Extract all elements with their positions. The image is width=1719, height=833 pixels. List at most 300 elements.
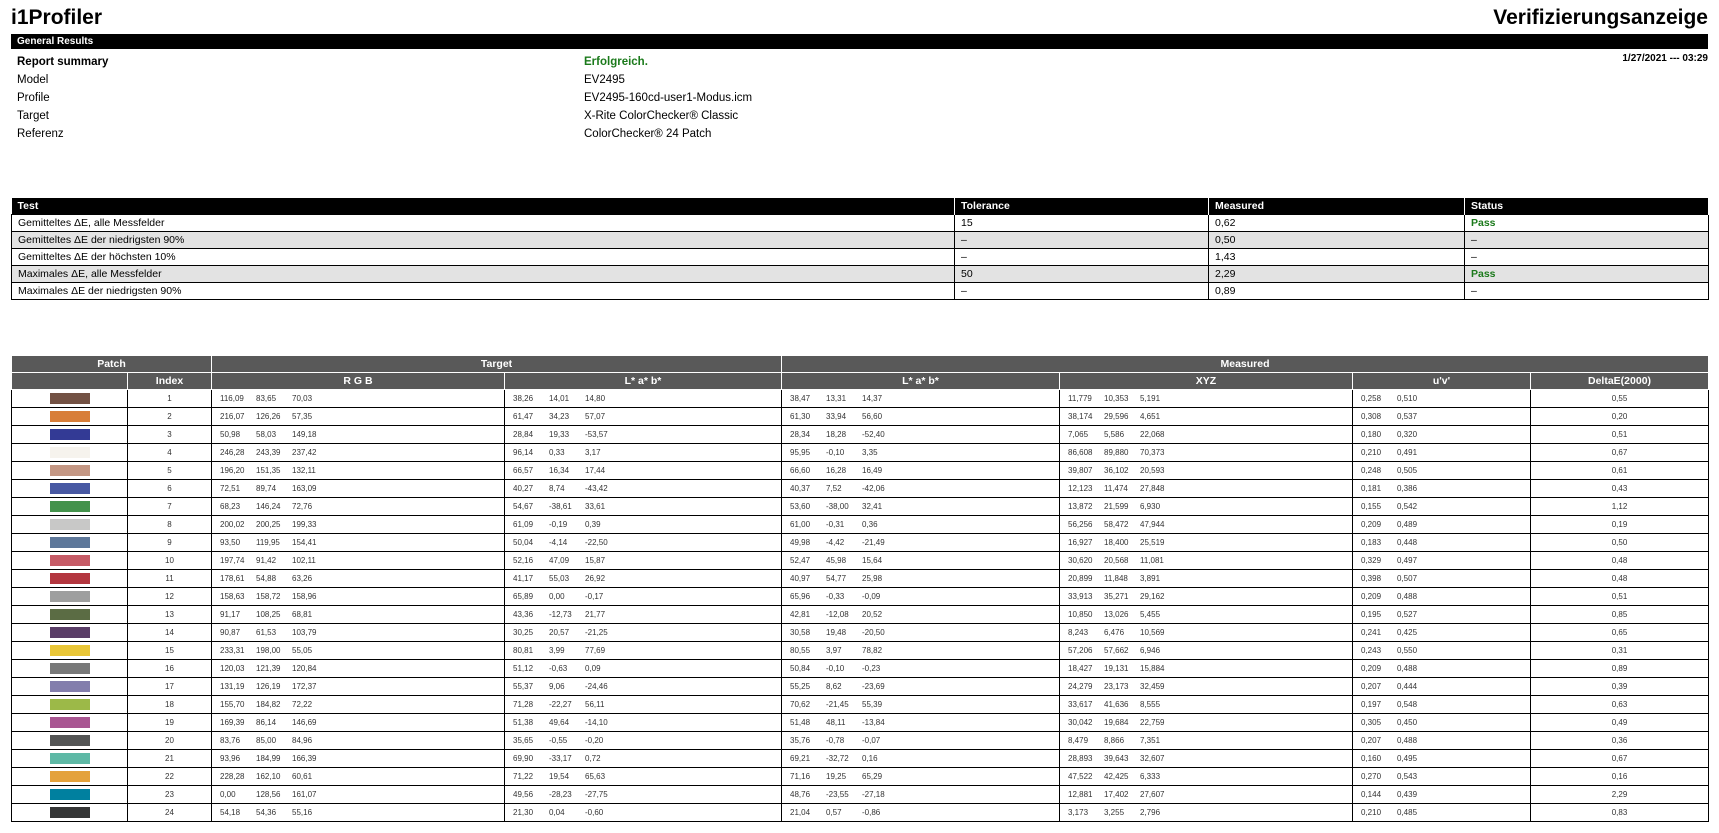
- measured-xyz-value: 25,519: [1140, 538, 1165, 547]
- target-lab-value: 55,37: [513, 682, 534, 691]
- patch-index: 10: [128, 552, 212, 570]
- patch-row: [12, 642, 1709, 660]
- target-lab: [505, 678, 782, 696]
- patch-swatch-cell: [12, 390, 128, 408]
- target-rgb-value: 54,18: [220, 808, 241, 817]
- target-rgb-value: 132,11: [292, 466, 316, 475]
- measured-uv-value: 0,210: [1361, 448, 1382, 457]
- target-lab-value: 28,84: [513, 430, 534, 439]
- target-lab-value: 16,34: [549, 466, 570, 475]
- test-name: Maximales ΔE der niedrigsten 90%: [12, 283, 955, 300]
- measured-xyz: [1060, 678, 1353, 696]
- target-lab-value: 71,28: [513, 700, 534, 709]
- measured-lab-value: 0,36: [862, 520, 878, 529]
- summary-value: EV2495-160cd-user1-Modus.icm: [584, 92, 753, 104]
- target-lab-value: 14,80: [585, 394, 606, 403]
- target-rgb-value: 83,65: [256, 394, 277, 403]
- test-name: Gemitteltes ΔE der niedrigsten 90%: [12, 232, 955, 249]
- measured-lab: [782, 678, 1060, 696]
- patch-index: 13: [128, 606, 212, 624]
- measured-lab-value: -52,40: [862, 430, 885, 439]
- patch-index: 24: [128, 804, 212, 822]
- measured-lab-value: -0,10: [826, 448, 845, 457]
- measured-lab-value: 16,49: [862, 466, 883, 475]
- target-lab-value: 96,14: [513, 448, 534, 457]
- measured-lab-value: 95,95: [790, 448, 811, 457]
- col-deltae: DeltaE(2000): [1531, 373, 1709, 390]
- measured-uv-value: 0,320: [1397, 430, 1418, 439]
- target-lab-value: 0,33: [549, 448, 565, 457]
- target-rgb-value: 55,16: [292, 808, 313, 817]
- measured-uv: [1353, 408, 1531, 426]
- measured-uv-value: 0,425: [1397, 628, 1418, 637]
- measured-lab-value: 30,58: [790, 628, 811, 637]
- measured-uv: [1353, 570, 1531, 588]
- measured-lab: [782, 552, 1060, 570]
- patch-swatch-cell: [12, 534, 128, 552]
- patch-swatch: [50, 645, 90, 656]
- target-lab: [505, 750, 782, 768]
- target-rgb-value: 126,19: [256, 682, 281, 691]
- measured-lab-value: -0,33: [826, 592, 845, 601]
- target-lab-value: 50,04: [513, 538, 534, 547]
- patch-index: 6: [128, 480, 212, 498]
- target-rgb-value: 228,28: [220, 772, 245, 781]
- patch-swatch: [50, 393, 90, 404]
- tests-header-row: [12, 198, 1709, 215]
- measured-xyz-value: 22,068: [1140, 430, 1165, 439]
- target-lab-value: 51,12: [513, 664, 534, 673]
- measured-xyz-value: 5,191: [1140, 394, 1161, 403]
- target-lab-value: 51,38: [513, 718, 534, 727]
- measured-lab-value: 49,98: [790, 538, 811, 547]
- patch-swatch: [50, 753, 90, 764]
- patch-swatch: [50, 627, 90, 638]
- target-lab: [505, 480, 782, 498]
- measured-xyz-value: 6,930: [1140, 502, 1161, 511]
- measured-lab: [782, 444, 1060, 462]
- patch-row: [12, 426, 1709, 444]
- measured-lab: [782, 768, 1060, 786]
- target-lab-value: -14,10: [585, 718, 608, 727]
- target-rgb-value: 199,33: [292, 520, 317, 529]
- target-lab-value: 19,33: [549, 430, 570, 439]
- target-rgb-value: 197,74: [220, 556, 245, 565]
- patch-row: [12, 570, 1709, 588]
- patch-swatch-cell: [12, 804, 128, 822]
- measured-xyz-value: 33,913: [1068, 592, 1093, 601]
- measured-xyz-value: 11,081: [1140, 556, 1164, 565]
- patch-swatch-cell: [12, 786, 128, 804]
- summary-label: Model: [17, 74, 49, 86]
- patch-deltae: 0,55: [1531, 390, 1709, 408]
- measured-lab-value: 8,62: [826, 682, 842, 691]
- target-lab-value: -12,73: [549, 610, 572, 619]
- measured-uv: [1353, 768, 1531, 786]
- measured-lab-value: 66,60: [790, 466, 811, 475]
- target-rgb-value: 120,03: [220, 664, 245, 673]
- measured-xyz-value: 6,476: [1104, 628, 1125, 637]
- patch-row: [12, 408, 1709, 426]
- patch-swatch: [50, 573, 90, 584]
- target-lab-value: -0,19: [549, 520, 568, 529]
- measured-xyz-value: 57,206: [1068, 646, 1093, 655]
- measured-uv-value: 0,248: [1361, 466, 1382, 475]
- summary-row-model: [11, 71, 1708, 89]
- measured-lab-value: -0,07: [862, 736, 881, 745]
- patch-swatch: [50, 807, 90, 818]
- patch-swatch-cell: [12, 570, 128, 588]
- target-rgb-value: 102,11: [292, 556, 316, 565]
- measured-xyz-value: 24,279: [1068, 682, 1093, 691]
- measured-uv: [1353, 444, 1531, 462]
- target-lab-value: -0,17: [585, 592, 604, 601]
- measured-lab-value: -0,86: [862, 808, 881, 817]
- target-lab-value: 33,61: [585, 502, 606, 511]
- target-rgb: [212, 444, 505, 462]
- measured-xyz-value: 29,162: [1140, 592, 1165, 601]
- report-header: [11, 6, 1708, 32]
- target-rgb-value: 91,42: [256, 556, 277, 565]
- measured-lab-value: 55,39: [862, 700, 883, 709]
- measured-xyz-value: 21,599: [1104, 502, 1129, 511]
- measured-lab-value: 7,52: [826, 484, 842, 493]
- target-lab-value: 3,17: [585, 448, 601, 457]
- patch-row: [12, 624, 1709, 642]
- target-lab-value: 38,26: [513, 394, 534, 403]
- patch-row: [12, 696, 1709, 714]
- measured-lab-value: 54,77: [826, 574, 847, 583]
- measured-xyz-value: 5,586: [1104, 430, 1125, 439]
- measured-uv: [1353, 732, 1531, 750]
- target-rgb: [212, 804, 505, 822]
- target-lab-value: 41,17: [513, 574, 534, 583]
- test-name: Gemitteltes ΔE, alle Messfelder: [12, 215, 955, 232]
- measured-xyz-value: 3,891: [1140, 574, 1161, 583]
- col-rgb: R G B: [212, 373, 505, 390]
- patch-swatch-cell: [12, 444, 128, 462]
- measured-lab: [782, 606, 1060, 624]
- test-row: [12, 249, 1709, 266]
- patch-deltae: 1,12: [1531, 498, 1709, 516]
- patch-index: 16: [128, 660, 212, 678]
- target-lab-value: -24,46: [585, 682, 608, 691]
- patch-deltae: 0,39: [1531, 678, 1709, 696]
- measured-xyz: [1060, 714, 1353, 732]
- target-lab: [505, 408, 782, 426]
- target-rgb-value: 50,98: [220, 430, 241, 439]
- target-rgb-value: 155,70: [220, 700, 245, 709]
- target-lab-value: 19,54: [549, 772, 570, 781]
- summary-value: ColorChecker® 24 Patch: [584, 128, 712, 140]
- measured-lab-value: -32,72: [826, 754, 849, 763]
- target-rgb-value: 70,03: [292, 394, 313, 403]
- measured-lab-value: 3,35: [862, 448, 878, 457]
- patch-index: 5: [128, 462, 212, 480]
- patch-swatch: [50, 663, 90, 674]
- measured-lab-value: 33,94: [826, 412, 847, 421]
- patch-row: [12, 534, 1709, 552]
- measured-lab-value: 80,55: [790, 646, 811, 655]
- measured-xyz-value: 47,522: [1068, 772, 1093, 781]
- measured-lab-value: 19,48: [826, 628, 847, 637]
- patch-deltae: 0,67: [1531, 444, 1709, 462]
- patch-swatch-cell: [12, 480, 128, 498]
- measured-lab-value: 40,97: [790, 574, 811, 583]
- measured-uv-value: 0,398: [1361, 574, 1382, 583]
- measured-lab: [782, 480, 1060, 498]
- target-lab-value: -43,42: [585, 484, 608, 493]
- target-rgb-value: 237,42: [292, 448, 317, 457]
- target-lab: [505, 444, 782, 462]
- patch-row: [12, 552, 1709, 570]
- measured-lab-value: 19,25: [826, 772, 847, 781]
- measured-uv-value: 0,209: [1361, 592, 1382, 601]
- target-lab-value: -0,63: [549, 664, 568, 673]
- measured-lab-value: 78,82: [862, 646, 883, 655]
- measured-xyz-value: 32,459: [1140, 682, 1165, 691]
- patch-swatch: [50, 483, 90, 494]
- measured-uv-value: 0,207: [1361, 682, 1382, 691]
- measured-lab-value: -21,45: [826, 700, 849, 709]
- measured-uv-value: 0,488: [1397, 736, 1418, 745]
- measured-xyz-value: 6,333: [1140, 772, 1161, 781]
- target-lab: [505, 426, 782, 444]
- target-lab-value: -22,27: [549, 700, 572, 709]
- patch-index: 9: [128, 534, 212, 552]
- measured-lab: [782, 426, 1060, 444]
- col-status: Status: [1465, 198, 1709, 215]
- patch-index: 15: [128, 642, 212, 660]
- measured-xyz-value: 70,373: [1140, 448, 1165, 457]
- patch-deltae: 0,61: [1531, 462, 1709, 480]
- patch-swatch: [50, 555, 90, 566]
- patch-swatch-cell: [12, 462, 128, 480]
- target-rgb-value: 151,35: [256, 466, 281, 475]
- patch-deltae: 0,16: [1531, 768, 1709, 786]
- patch-index: 8: [128, 516, 212, 534]
- patch-row: [12, 462, 1709, 480]
- measured-uv-value: 0,386: [1397, 484, 1418, 493]
- target-rgb: [212, 570, 505, 588]
- patch-deltae: 0,83: [1531, 804, 1709, 822]
- measured-lab: [782, 462, 1060, 480]
- target-lab-value: 21,30: [513, 808, 534, 817]
- measured-uv-value: 0,144: [1361, 790, 1382, 799]
- measured-uv-value: 0,510: [1397, 394, 1418, 403]
- measured-xyz-value: 38,174: [1068, 412, 1093, 421]
- target-lab-value: 9,06: [549, 682, 565, 691]
- test-measured: 0,89: [1209, 283, 1465, 300]
- target-rgb-value: 84,96: [292, 736, 313, 745]
- target-rgb-value: 119,95: [256, 538, 280, 547]
- measured-lab-value: -23,69: [862, 682, 885, 691]
- target-rgb-value: 120,84: [292, 664, 317, 673]
- target-rgb-value: 161,07: [292, 790, 317, 799]
- measured-xyz-value: 8,555: [1140, 700, 1161, 709]
- target-lab-value: -28,23: [549, 790, 572, 799]
- target-lab-value: 26,92: [585, 574, 606, 583]
- target-lab: [505, 606, 782, 624]
- measured-uv-value: 0,439: [1397, 790, 1418, 799]
- measured-lab: [782, 534, 1060, 552]
- measured-uv-value: 0,488: [1397, 592, 1418, 601]
- patch-swatch: [50, 681, 90, 692]
- measured-xyz-value: 47,944: [1140, 520, 1165, 529]
- measured-lab-value: 56,60: [862, 412, 883, 421]
- patch-index: 2: [128, 408, 212, 426]
- general-results-label: General Results: [17, 36, 94, 47]
- target-rgb: [212, 624, 505, 642]
- measured-lab-value: 28,34: [790, 430, 811, 439]
- measured-lab-value: 48,76: [790, 790, 811, 799]
- measured-xyz-value: 56,256: [1068, 520, 1093, 529]
- measured-xyz-value: 19,684: [1104, 718, 1129, 727]
- patch-swatch: [50, 501, 90, 512]
- patch-swatch-cell: [12, 696, 128, 714]
- target-lab-value: 0,00: [549, 592, 565, 601]
- target-rgb: [212, 390, 505, 408]
- target-rgb-value: 54,36: [256, 808, 277, 817]
- target-lab: [505, 570, 782, 588]
- measured-lab-value: 15,64: [862, 556, 883, 565]
- target-lab: [505, 714, 782, 732]
- measured-uv: [1353, 552, 1531, 570]
- target-rgb-value: 146,24: [256, 502, 281, 511]
- target-rgb-value: 158,96: [292, 592, 317, 601]
- target-rgb-value: 146,69: [292, 718, 317, 727]
- patch-swatch-cell: [12, 408, 128, 426]
- measured-lab-value: -20,50: [862, 628, 885, 637]
- target-lab: [505, 588, 782, 606]
- patch-deltae: 0,49: [1531, 714, 1709, 732]
- patch-swatch-cell: [12, 516, 128, 534]
- patch-row: [12, 444, 1709, 462]
- patch-row: [12, 588, 1709, 606]
- measured-xyz: [1060, 660, 1353, 678]
- patch-index: 7: [128, 498, 212, 516]
- patch-row: [12, 390, 1709, 408]
- patch-row: [12, 732, 1709, 750]
- target-rgb-value: 60,61: [292, 772, 313, 781]
- measured-xyz: [1060, 498, 1353, 516]
- measured-xyz-value: 18,400: [1104, 538, 1129, 547]
- target-rgb: [212, 480, 505, 498]
- target-rgb-value: 128,56: [256, 790, 281, 799]
- patch-deltae: 2,29: [1531, 786, 1709, 804]
- patches-body: [12, 390, 1709, 822]
- patch-swatch: [50, 771, 90, 782]
- patch-row: [12, 714, 1709, 732]
- target-rgb-value: 57,35: [292, 412, 313, 421]
- measured-xyz: [1060, 804, 1353, 822]
- target-rgb-value: 0,00: [220, 790, 236, 799]
- patch-index: 1: [128, 390, 212, 408]
- target-rgb-value: 243,39: [256, 448, 281, 457]
- target-rgb-value: 162,10: [256, 772, 281, 781]
- patch-deltae: 0,65: [1531, 624, 1709, 642]
- target-rgb-value: 89,74: [256, 484, 277, 493]
- target-lab-value: 66,57: [513, 466, 534, 475]
- target-rgb-value: 198,00: [256, 646, 281, 655]
- measured-xyz-value: 7,351: [1140, 736, 1161, 745]
- measured-xyz-value: 41,636: [1104, 700, 1129, 709]
- measured-xyz-value: 3,255: [1104, 808, 1125, 817]
- patch-row: [12, 480, 1709, 498]
- patch-index: 3: [128, 426, 212, 444]
- test-measured: 2,29: [1209, 266, 1465, 283]
- target-lab-value: 8,74: [549, 484, 565, 493]
- patch-swatch: [50, 411, 90, 422]
- summary-row-report: [11, 53, 1708, 71]
- target-rgb-value: 72,51: [220, 484, 241, 493]
- patch-index: 22: [128, 768, 212, 786]
- patch-swatch: [50, 519, 90, 530]
- measured-xyz-value: 5,455: [1140, 610, 1161, 619]
- target-rgb-value: 169,39: [220, 718, 245, 727]
- measured-lab: [782, 588, 1060, 606]
- measured-uv: [1353, 624, 1531, 642]
- target-rgb-value: 83,76: [220, 736, 241, 745]
- measured-xyz-value: 20,899: [1068, 574, 1093, 583]
- target-lab-value: 0,39: [585, 520, 601, 529]
- measured-lab-value: 61,30: [790, 412, 811, 421]
- measured-uv: [1353, 786, 1531, 804]
- target-rgb-value: 131,19: [220, 682, 245, 691]
- measured-uv-value: 0,550: [1397, 646, 1418, 655]
- measured-uv-value: 0,488: [1397, 664, 1418, 673]
- target-lab-value: 17,44: [585, 466, 606, 475]
- measured-lab-value: 50,84: [790, 664, 811, 673]
- measured-uv-value: 0,258: [1361, 394, 1382, 403]
- measured-lab-value: 71,16: [790, 772, 811, 781]
- measured-lab-value: 14,37: [862, 394, 883, 403]
- target-rgb-value: 126,26: [256, 412, 281, 421]
- measured-uv: [1353, 390, 1531, 408]
- target-rgb-value: 55,05: [292, 646, 313, 655]
- target-lab-value: 71,22: [513, 772, 534, 781]
- target-rgb: [212, 660, 505, 678]
- measured-uv: [1353, 516, 1531, 534]
- measured-xyz-value: 27,607: [1140, 790, 1165, 799]
- summary-row-referenz: [11, 125, 1708, 143]
- target-rgb: [212, 786, 505, 804]
- patch-swatch: [50, 717, 90, 728]
- summary-row-profile: [11, 89, 1708, 107]
- measured-xyz-value: 42,425: [1104, 772, 1129, 781]
- patch-swatch: [50, 609, 90, 620]
- test-status: –: [1465, 283, 1709, 300]
- target-lab-value: -53,57: [585, 430, 608, 439]
- target-rgb: [212, 678, 505, 696]
- measured-xyz-value: 86,608: [1068, 448, 1093, 457]
- measured-uv: [1353, 426, 1531, 444]
- target-lab: [505, 462, 782, 480]
- report-date: 1/27/2021 --- 03:29: [1622, 53, 1708, 64]
- target-rgb-value: 93,50: [220, 538, 241, 547]
- measured-uv-value: 0,497: [1397, 556, 1418, 565]
- measured-xyz-value: 30,620: [1068, 556, 1093, 565]
- target-rgb-value: 163,09: [292, 484, 317, 493]
- patch-row: [12, 786, 1709, 804]
- target-lab-value: -22,50: [585, 538, 608, 547]
- measured-lab-value: 16,28: [826, 466, 847, 475]
- target-lab: [505, 498, 782, 516]
- target-lab-value: 49,56: [513, 790, 534, 799]
- measured-uv-value: 0,210: [1361, 808, 1382, 817]
- measured-xyz: [1060, 786, 1353, 804]
- patch-deltae: 0,43: [1531, 480, 1709, 498]
